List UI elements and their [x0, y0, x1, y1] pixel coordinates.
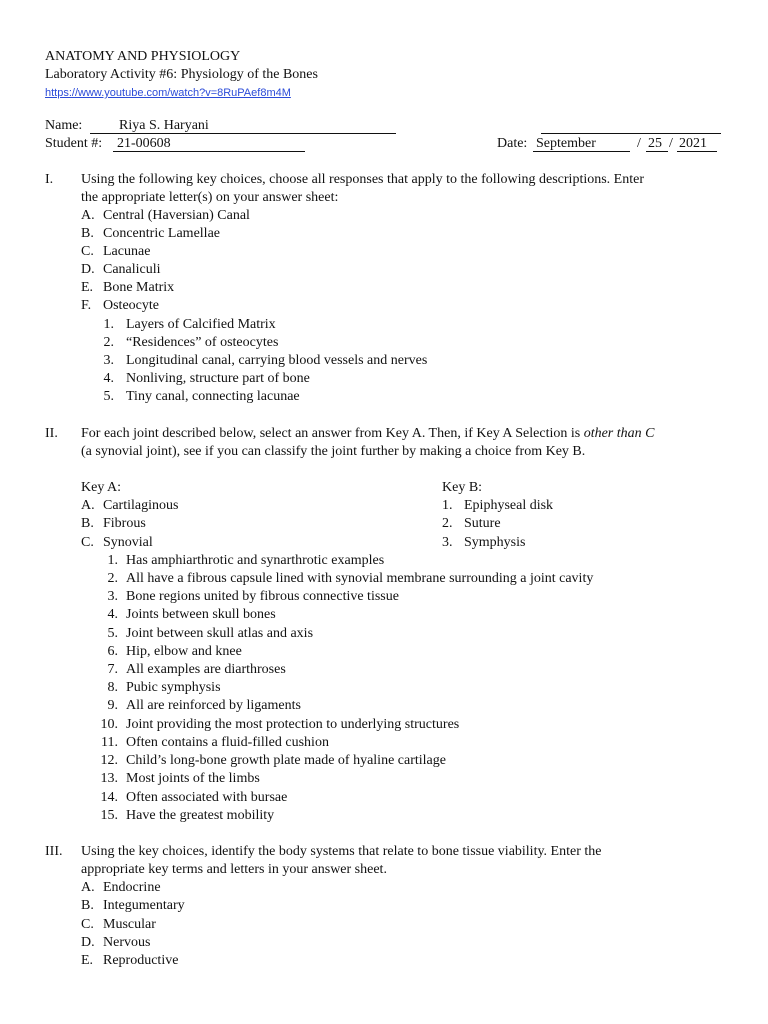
choice-letter: B.: [81, 898, 94, 913]
key-a-letter: B.: [81, 516, 94, 531]
choice-text: Bone Matrix: [103, 280, 175, 295]
item-text: Pubic symphysis: [126, 680, 221, 695]
choice-letter: D.: [81, 935, 95, 950]
date-year-field: [677, 135, 717, 152]
choice-letter: A.: [81, 880, 95, 895]
section-3-instruction: appropriate key terms and letters in your answer sheet.: [81, 862, 387, 877]
section-1-instruction: the appropriate letter(s) on your answer sheet:: [81, 190, 339, 205]
date-month-field: [533, 135, 630, 152]
name-label: Name:: [45, 118, 83, 133]
choice-letter: C.: [81, 917, 94, 932]
name-field: [90, 117, 396, 134]
item-number: 4.: [107, 607, 118, 622]
date-label: Date:: [497, 136, 528, 151]
key-a-text: Synovial: [103, 535, 153, 550]
student-value: 21-00608: [117, 136, 171, 151]
choice-text: Nervous: [103, 935, 151, 950]
section-3-instruction: Using the key choices, identify the body systems that relate to bone tissue viability. Enter the: [81, 844, 602, 859]
item-number: 5.: [103, 389, 114, 404]
date-separator: /: [637, 136, 641, 151]
item-text: Often contains a fluid-filled cushion: [126, 735, 329, 750]
date-day-field: [646, 135, 668, 152]
date-month: September: [536, 136, 596, 151]
key-b-title: Key B:: [442, 480, 483, 495]
choice-text: Muscular: [103, 917, 156, 932]
course-title: ANATOMY AND PHYSIOLOGY: [45, 49, 241, 64]
key-b-number: 3.: [442, 535, 453, 550]
name-value: Riya S. Haryani: [119, 118, 209, 133]
key-a-letter: C.: [81, 535, 94, 550]
key-a-text: Fibrous: [103, 516, 146, 531]
choice-text: Integumentary: [103, 898, 185, 913]
choice-letter: B.: [81, 226, 94, 241]
item-number: 2.: [103, 335, 114, 350]
choice-letter: A.: [81, 208, 95, 223]
choice-letter: F.: [81, 298, 92, 313]
date-year: 2021: [679, 136, 707, 151]
key-a-letter: A.: [81, 498, 95, 513]
instruction-emphasis: other than C: [583, 426, 655, 441]
key-a-title: Key A:: [81, 480, 122, 495]
activity-title: Laboratory Activity #6: Physiology of the Bones: [45, 67, 318, 82]
item-number: 4.: [103, 371, 114, 386]
item-text: Tiny canal, connecting lacunae: [126, 389, 300, 404]
choice-letter: C.: [81, 244, 94, 259]
choice-text: Lacunae: [103, 244, 151, 259]
video-link[interactable]: https://www.youtube.com/watch?v=8RuPAef8m4M: [45, 87, 291, 99]
item-text: Layers of Calcified Matrix: [126, 317, 276, 332]
item-text: Joint between skull atlas and axis: [126, 626, 314, 641]
item-text: Nonliving, structure part of bone: [126, 371, 310, 386]
choice-text: Endocrine: [103, 880, 161, 895]
key-b-text: Epiphyseal disk: [464, 498, 554, 513]
item-text: Have the greatest mobility: [126, 808, 275, 823]
item-text: All are reinforced by ligaments: [126, 698, 301, 713]
item-text: Often associated with bursae: [126, 790, 288, 805]
choice-letter: E.: [81, 280, 94, 295]
key-b-number: 1.: [442, 498, 453, 513]
item-number: 13.: [100, 771, 118, 786]
choice-letter: D.: [81, 262, 95, 277]
item-number: 15.: [100, 808, 118, 823]
item-text: Hip, elbow and knee: [126, 644, 242, 659]
item-number: 12.: [100, 753, 118, 768]
item-number: 10.: [100, 717, 118, 732]
section-2-instruction: [81, 425, 654, 443]
student-field: [113, 135, 305, 152]
item-text: Joint providing the most protection to underlying structures: [126, 717, 460, 732]
item-text: Bone regions united by fibrous connective tissue: [126, 589, 399, 604]
section-2-numeral: II.: [45, 426, 58, 441]
item-number: 7.: [107, 662, 118, 677]
choice-text: Central (Haversian) Canal: [103, 208, 250, 223]
item-text: Has amphiarthrotic and synarthrotic examples: [126, 553, 385, 568]
item-number: 6.: [107, 644, 118, 659]
blank-line: [541, 117, 721, 134]
item-text: Child’s long-bone growth plate made of hyaline cartilage: [126, 753, 446, 768]
date-separator: /: [669, 136, 673, 151]
item-number: 3.: [107, 589, 118, 604]
item-number: 9.: [107, 698, 118, 713]
choice-text: Concentric Lamellae: [103, 226, 220, 241]
item-text: Most joints of the limbs: [126, 771, 260, 786]
choice-text: Reproductive: [103, 953, 179, 968]
section-1-numeral: I.: [45, 172, 54, 187]
item-number: 1.: [107, 553, 118, 568]
item-text: All examples are diarthroses: [126, 662, 286, 677]
item-number: 5.: [107, 626, 118, 641]
key-a-text: Cartilaginous: [103, 498, 179, 513]
item-number: 2.: [107, 571, 118, 586]
section-2-instruction: (a synovial joint), see if you can classify the joint further by making a choice from Key B.: [81, 444, 586, 459]
section-1-instruction: Using the following key choices, choose all responses that apply to the following descriptions. Enter: [81, 172, 644, 187]
instruction-text: For each joint described below, select an answer from Key A. Then, if Key A Selection is: [81, 426, 584, 441]
item-number: 14.: [100, 790, 118, 805]
choice-text: Canaliculi: [103, 262, 161, 277]
item-text: “Residences” of osteocytes: [126, 335, 279, 350]
item-number: 8.: [107, 680, 118, 695]
choice-text: Osteocyte: [103, 298, 159, 313]
student-label: Student #:: [45, 136, 103, 151]
item-text: Longitudinal canal, carrying blood vessels and nerves: [126, 353, 428, 368]
item-number: 1.: [103, 317, 114, 332]
item-number: 11.: [101, 735, 118, 750]
key-b-text: Suture: [464, 516, 501, 531]
choice-letter: E.: [81, 953, 94, 968]
key-b-text: Symphysis: [464, 535, 526, 550]
item-number: 3.: [103, 353, 114, 368]
date-day: 25: [648, 136, 662, 151]
item-text: All have a fibrous capsule lined with synovial membrane surrounding a joint cavity: [126, 571, 594, 586]
section-3-numeral: III.: [45, 844, 63, 859]
key-b-number: 2.: [442, 516, 453, 531]
item-text: Joints between skull bones: [126, 607, 276, 622]
